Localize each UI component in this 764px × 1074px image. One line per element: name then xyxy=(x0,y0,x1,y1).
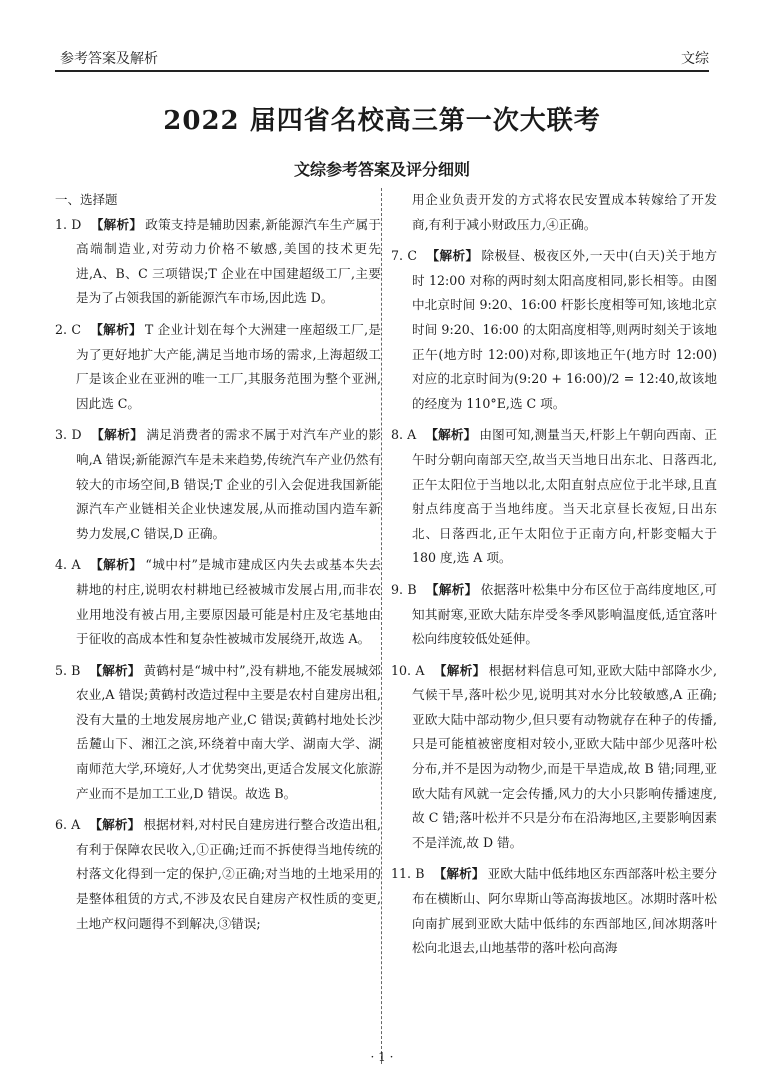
analysis-text: 依据落叶松集中分布区位于高纬度地区,可知其耐寒,亚欧大陆东岸受冬季风影响温度低,适宜落叶松向纬度较低处延伸。 xyxy=(412,581,717,647)
analysis-tag: 【解析】 xyxy=(426,248,479,264)
analysis-text: 黄鹤村是“城中村”,没有耕地,不能发展城郊农业,A 错误;黄鹤村改造过程中主要是农村自建房出租,没有大量的土地发展房地产业,C 错误;黄鹤村地处长沙岳麓山下、湘江之滨,环绕着中南大学、湖南大学、湖南师范大学,环境好,人才优势突出,更适合发展文化旅游产业而不是加工工业,D 错误。故选 B。 xyxy=(76,662,381,801)
answer-number: 6. A xyxy=(55,817,81,833)
page-header xyxy=(55,44,709,72)
answer-item xyxy=(55,813,381,936)
analysis-text: 根据材料信息可知,亚欧大陆中部降水少,气候干旱,落叶松少见,说明其对水分比较敏感,A 正确;亚欧大陆中部动物少,但只要有动物就存在种子的传播,只是可能植被密度相对较小,亚欧大陆中部少见落叶松分布,并不是因为动物少,而是干旱造成,故 B 错;同理,亚欧大陆有风就一定会传播,风力的大小只影响传播速度,故 C 错;落叶松并不只是分布在沿海地区,主要影响因素不是洋流,故 D 错。 xyxy=(412,662,717,850)
analysis-text: 亚欧大陆中低纬地区东西部落叶松主要分布在横断山、阿尔卑斯山等高海拔地区。冰期时落叶松向南扩展到亚欧大陆中低纬的东西部地区,间冰期落叶松向北退去,山地基带的落叶松向高海 xyxy=(412,866,718,956)
right-answer-list xyxy=(391,244,717,961)
answer-item xyxy=(55,553,381,651)
answer-number: 10. A xyxy=(391,662,425,678)
answer-number: 4. A xyxy=(55,557,81,573)
answer-number: 11. B xyxy=(391,866,425,882)
answer-item xyxy=(391,244,717,416)
right-column xyxy=(391,188,717,968)
answer-continuation: 用企业负责开发的方式将农民安置成本转嫁给了开发商,有利于减小财政压力,④正确。 xyxy=(412,192,717,232)
page-number: · 1 · xyxy=(370,1050,394,1064)
analysis-tag: 【解析】 xyxy=(425,581,478,597)
answer-item xyxy=(55,318,381,416)
analysis-tag: 【解析】 xyxy=(89,817,141,833)
answer-number: 5. B xyxy=(55,662,81,678)
analysis-tag: 【解析】 xyxy=(433,662,486,678)
left-answer-list xyxy=(55,213,381,937)
answer-item xyxy=(55,213,381,311)
analysis-text: T 企业计划在每个大洲建一座超级工厂,是为了更好地扩大产能,满足当地市场的需求,上海超级工厂是该企业在亚洲的唯一工厂,其服务范围为整个亚洲,因此选 C。 xyxy=(76,321,381,411)
analysis-tag: 【解析】 xyxy=(89,321,142,337)
answer-number: 2. C xyxy=(55,321,81,337)
answer-item xyxy=(391,862,717,960)
answer-item xyxy=(55,423,381,546)
analysis-tag: 【解析】 xyxy=(89,557,143,573)
answer-item xyxy=(391,659,717,856)
analysis-text: 政策支持是辅助因素,新能源汽车生产属于高端制造业,对劳动力价格不敏感,美国的技术更先进,A、B、C 三项错误;T 企业在中国建超级工厂,主要是为了占领我国的新能源汽车市场,因此选 D。 xyxy=(76,216,381,306)
document-subtitle: 文综参考答案及评分细则 xyxy=(293,160,470,179)
column-divider xyxy=(381,188,383,1064)
answer-number: 1. D xyxy=(55,216,82,232)
answer-number: 8. A xyxy=(391,427,417,443)
answer-number: 3. D xyxy=(55,427,82,443)
document-title: 2022 届四省名校高三第一次大联考 xyxy=(163,106,601,136)
analysis-text: 除极昼、极夜区外,一天中(白天)关于地方时 12:00 对称的两时刻太阳高度相同,影长相等。由图中北京时间 9:20、16:00 杆影长度相等可知,该地北京时间 9:20、16:00 的太阳高度相等,则两时刻关于该地正午(地方时 12:00)对称,即该地正午(地方时 12:00)对应的北京时间为(9:20 + 16:00)/2 = 12:40,故该地的经度为 110°E,选 C 项。 xyxy=(412,248,718,411)
analysis-text: 满足消费者的需求不属于对汽车产业的影响,A 错误;新能源汽车是未来趋势,传统汽车产业仍然有较大的市场空间,B 错误;T 企业的引入会促进我国新能源汽车产业链相关企业快速发展,从而推动国内造车新势力发展,C 错误,D 正确。 xyxy=(76,427,382,541)
answer-item xyxy=(391,578,717,652)
answer-number: 9. B xyxy=(391,581,417,597)
answer-number: 7. C xyxy=(391,248,418,264)
header-left-label: 参考答案及解析 xyxy=(60,51,158,67)
analysis-tag: 【解析】 xyxy=(90,216,143,232)
header-right-label: 文综 xyxy=(681,51,709,67)
analysis-tag: 【解析】 xyxy=(433,866,485,882)
answer-item xyxy=(55,659,381,807)
analysis-tag: 【解析】 xyxy=(90,427,144,443)
analysis-text: 根据材料,对村民自建房进行整合改造出租,有利于保障农民收入,①正确;迁而不拆使得当地传统的村落文化得到一定的保护,②正确;对当地的土地采用的是整体租赁的方式,不涉及农民自建房产权性质的变更,土地产权问题得不到解决,③错误; xyxy=(76,817,381,931)
analysis-tag: 【解析】 xyxy=(425,427,477,443)
answer-item xyxy=(391,423,717,571)
analysis-text: “城中村”是城市建成区内失去或基本失去耕地的村庄,说明农村耕地已经被城市发展占用,而非农业用地没有被占用,主要原因最可能是村庄及宅基地由于征收的高成本性和复杂性被城市发展绕开,故选 A。 xyxy=(76,557,381,647)
analysis-tag: 【解析】 xyxy=(89,662,141,678)
left-column xyxy=(55,188,381,943)
analysis-text: 由图可知,测量当天,杆影上午朝向西南、正午时分朝向南部天空,故当天当地日出东北、日落西北,正午太阳位于当地以北,太阳直射点应位于北半球,且直射点纬度高于当地纬度。当天北京昼长夜短,日出东北、日落西北,正午太阳位于正南方向,杆影变幅大于 180 度,选 A 项。 xyxy=(412,427,717,566)
section-heading: 一、选择题 xyxy=(55,192,118,207)
